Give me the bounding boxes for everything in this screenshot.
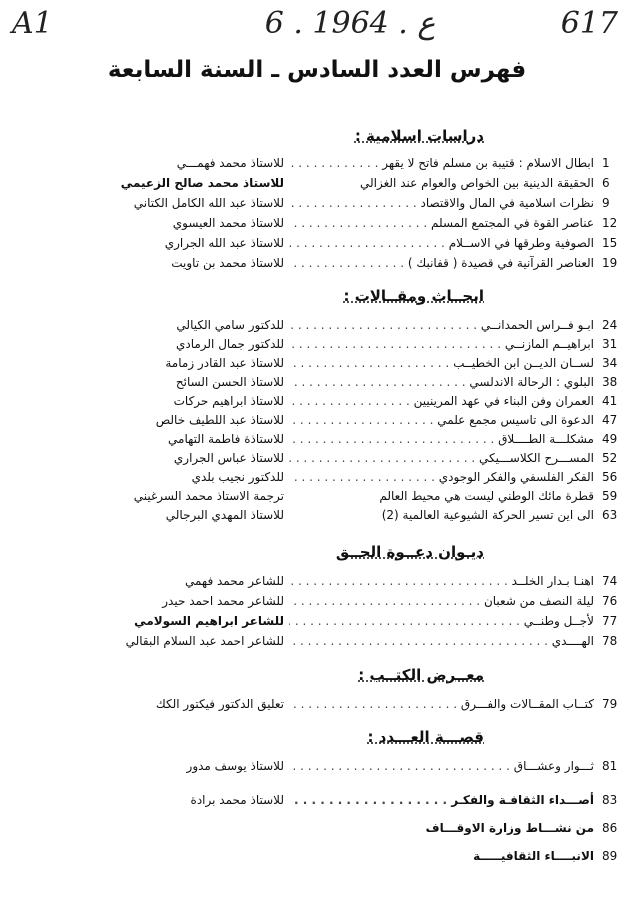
archive-code-right: 617 — [560, 6, 618, 41]
entry-author: للاستاذ محمد صالح الزعيمي — [120, 176, 284, 190]
toc-entry — [0, 253, 634, 273]
entry-title: المســـرح الكلاســـيكي . . . — [289, 448, 594, 468]
entry-page: 47 — [602, 413, 618, 427]
toc-entry — [0, 448, 634, 468]
entry-page: 24 — [602, 318, 618, 332]
entry-author: للاستاذ محمد فهمـــي — [176, 156, 284, 170]
entry-author: تعليق الدكتور فيكتور الكك — [155, 697, 284, 711]
entry-title: ابطال الاسلام : قتيبة بن مسلم فاتح لا يقهر . . . — [289, 153, 594, 173]
toc-entry — [0, 467, 634, 487]
entry-title: من نشـــاط وزارة الاوقـــاف — [425, 821, 594, 835]
entry-author: للشاعر احمد عبد السلام البقالي — [125, 634, 284, 648]
toc-entry — [0, 486, 634, 506]
section-title-research-articles: ابحــاث ومقــالات : — [343, 287, 484, 305]
entry-page: 77 — [602, 614, 618, 628]
entry-title: ابـو فــراس الحمدانــي . . . — [289, 315, 594, 335]
section-title-book-exhibition: معــرض الكتــب : — [358, 666, 484, 684]
entry-page: 78 — [602, 634, 618, 648]
toc-entry-extra — [0, 846, 634, 866]
toc-entry — [0, 756, 634, 776]
toc-entry — [0, 591, 634, 611]
toc-entry — [0, 694, 634, 714]
entry-author: للدكتور سامي الكيالي — [176, 318, 284, 332]
entry-author: ترجمة الاستاذ محمد السرغيني — [133, 489, 284, 503]
entry-author: للدكتور جمال الرمادي — [175, 337, 284, 351]
entry-title: الهــــدي . . . — [289, 631, 594, 651]
entry-page: 19 — [602, 256, 618, 270]
entry-page: 9 — [602, 196, 610, 210]
entry-author: للاستاذ عبد القادر زمامة — [165, 356, 284, 370]
entry-title: الانبــــاء الثقافيـــــة — [473, 849, 594, 863]
entry-title: مشكلـــة الطــــلاق . . . — [289, 429, 594, 449]
entry-page: 79 — [602, 697, 618, 711]
toc-entry-extra — [0, 818, 634, 838]
entry-page: 74 — [602, 574, 618, 588]
entry-title: كتــاب المقــالات والفـــرق . . . — [289, 694, 594, 714]
entry-author: للاستاذ عبد الله الجراري — [164, 236, 284, 250]
toc-entry — [0, 213, 634, 233]
entry-author: للاستاذ محمد العيسوي — [172, 216, 284, 230]
entry-author: للدكتور نجيب بلدي — [191, 470, 284, 484]
entry-page: 81 — [602, 759, 618, 773]
entry-author: للاستاذ الحسن السائح — [175, 375, 284, 389]
page-title: فهرس العدد السادس ـ السنة السابعة — [107, 57, 527, 83]
toc-entry — [0, 353, 634, 373]
section-title-story: قصـــة العـــدد : — [367, 728, 484, 746]
entry-title: قطرة مائك الوطني ليست هي محيط العالم — [379, 489, 594, 503]
entry-title: أصـــداء الثقافـة والفكـر . . . — [289, 790, 594, 810]
toc-entry — [0, 505, 634, 525]
entry-title: عناصر القوة في المجتمع المسلم . . . — [289, 213, 594, 233]
entry-page: 49 — [602, 432, 618, 446]
entry-page: 83 — [602, 793, 618, 807]
toc-entry — [0, 631, 634, 651]
entry-title: الى اين تسير الحركة الشيوعية العالمية (2) — [381, 508, 594, 522]
entry-page: 31 — [602, 337, 618, 351]
entry-title: الصوفية وطرقها في الاســلام . . . — [289, 233, 594, 253]
entry-page: 56 — [602, 470, 618, 484]
entry-author: للاستاذ محمد برادة — [190, 793, 284, 807]
toc-entry — [0, 173, 634, 193]
entry-title: العناصر القرآنية في قصيدة ( قفانبك ) . . . — [289, 253, 594, 273]
entry-page: 38 — [602, 375, 618, 389]
entry-title: لســان الديــن ابن الخطيــب . . . — [289, 353, 594, 373]
entry-page: 86 — [602, 821, 618, 835]
entry-title: اهنـا بـدار الخلــد . . . — [289, 571, 594, 591]
toc-entry — [0, 410, 634, 430]
toc-entry — [0, 571, 634, 591]
entry-page: 12 — [602, 216, 618, 230]
entry-page: 41 — [602, 394, 618, 408]
toc-entry — [0, 334, 634, 354]
entry-title: الفكر الفلسفي والفكر الوجودي . . . — [289, 467, 594, 487]
toc-entry — [0, 153, 634, 173]
entry-author: للاستاذ المهدي البرجالي — [165, 508, 284, 522]
entry-title: البلوي : الرحالة الاندلسي . . . — [289, 372, 594, 392]
entry-author: للاستاذة فاطمة التهامي — [168, 432, 284, 446]
entry-page: 52 — [602, 451, 618, 465]
archive-code-left: A1 — [12, 6, 53, 41]
entry-author: للاستاذ ابراهيم حركات — [173, 394, 284, 408]
toc-entry — [0, 611, 634, 631]
entry-page: 89 — [602, 849, 618, 863]
toc-entry — [0, 233, 634, 253]
entry-page: 15 — [602, 236, 618, 250]
section-title-poetry: ديـوان دعــوة الحــق — [335, 543, 484, 561]
entry-author: للاستاذ يوسف مدور — [186, 759, 284, 773]
toc-entry — [0, 391, 634, 411]
toc-entry — [0, 193, 634, 213]
entry-page: 63 — [602, 508, 618, 522]
toc-entry — [0, 315, 634, 335]
entry-page: 1 — [602, 156, 610, 170]
entry-author: للاستاذ عبد الله الكامل الكتاني — [133, 196, 284, 210]
entry-author: للاستاذ محمد بن تاويت — [171, 256, 284, 270]
toc-entry — [0, 372, 634, 392]
entry-page: 59 — [602, 489, 618, 503]
entry-page: 6 — [602, 176, 610, 190]
entry-title: الدعوة الى تاسيس مجمع علمي . . . — [289, 410, 594, 430]
handwritten-date: 6 . ع . 1964 — [264, 6, 436, 41]
entry-title: العمران وفن البناء في عهد المرينيين . . . — [289, 391, 594, 411]
entry-title: نظرات اسلامية في المال والاقتصاد . . . — [289, 193, 594, 213]
section-title-islamic-studies: دراسات اسلامية : — [354, 127, 484, 145]
entry-title: لأجــل وطنــي . . . — [289, 611, 594, 631]
entry-title: ليلة النصف من شعبان . . . — [289, 591, 594, 611]
entry-author: للاستاذ عبد اللطيف خالص — [155, 413, 284, 427]
entry-page: 34 — [602, 356, 618, 370]
toc-entry — [0, 429, 634, 449]
entry-author: للشاعر محمد احمد حيدر — [162, 594, 284, 608]
entry-title: الحقيقة الدينية بين الخواص والعوام عند الغزالي — [359, 176, 594, 190]
entry-author: للاستاذ عباس الجراري — [173, 451, 284, 465]
entry-page: 76 — [602, 594, 618, 608]
entry-title: ابراهيــم المازنــي . . . — [289, 334, 594, 354]
entry-author: للشاعر ابراهيم السولامي — [134, 614, 284, 628]
toc-entry-extra — [0, 790, 634, 810]
entry-author: للشاعر محمد فهمي — [184, 574, 284, 588]
entry-title: ثـــوار وعشـــاق . . . — [289, 756, 594, 776]
